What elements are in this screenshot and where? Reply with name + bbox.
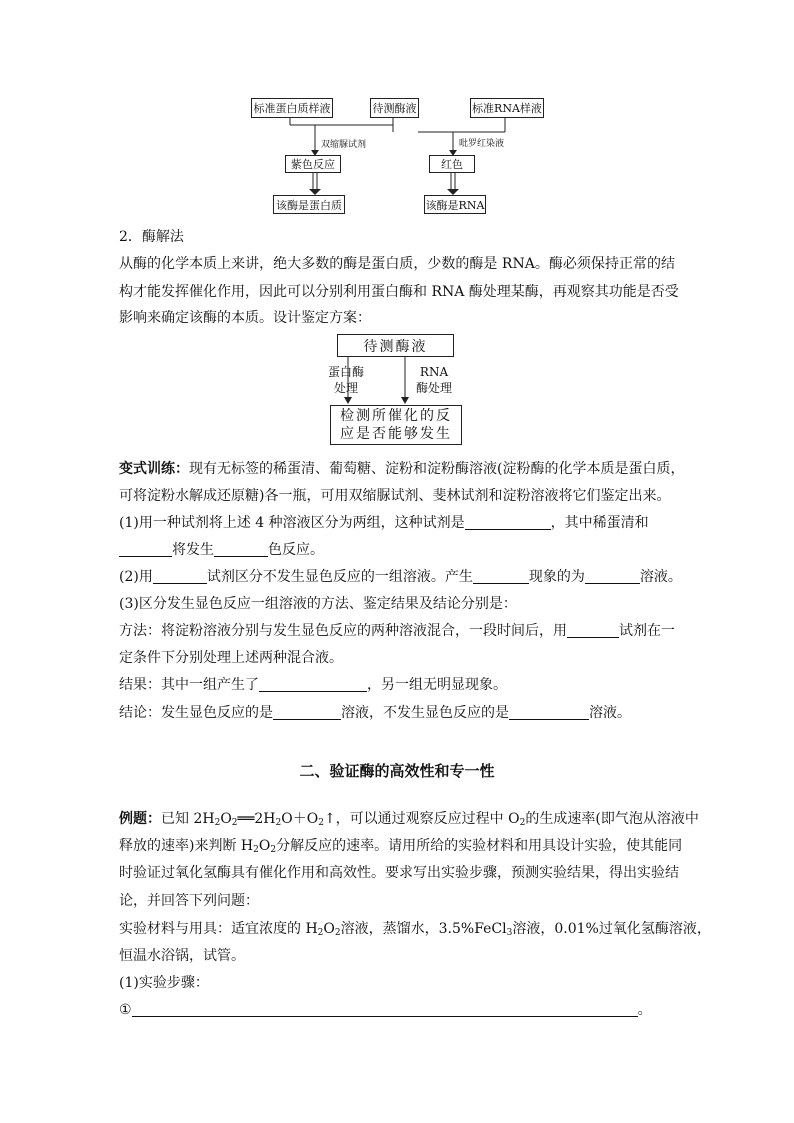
exercise-line bbox=[119, 458, 685, 478]
protease-label-1: 蛋白酶 bbox=[328, 365, 365, 379]
step-1-line bbox=[119, 999, 652, 1019]
example-text: O bbox=[258, 838, 271, 854]
protease-label bbox=[328, 364, 364, 396]
example-text: O bbox=[220, 811, 232, 827]
result-text: ，另一组无明显现象。 bbox=[367, 677, 507, 693]
paragraph-line: 从酶的化学本质上来讲，绝大多数的酶是蛋白质，少数的酶是 RNA。酶必须保持正常的结 bbox=[119, 256, 675, 272]
q2-text: 试剂区分不发生显色反应的一组溶液。产生 bbox=[206, 569, 473, 585]
pyronin-label: 吡罗红染液 bbox=[459, 139, 505, 149]
q1-text: 将发生 bbox=[172, 542, 214, 558]
result-line bbox=[119, 674, 507, 694]
subscript: 2 bbox=[270, 845, 277, 855]
paragraph-line: 构才能发挥催化作用，因此可以分别利用蛋白酶和 RNA 酶处理某酶，再观察其功能是否受 bbox=[119, 284, 679, 300]
rnase-label-2: 酶处理 bbox=[416, 381, 453, 395]
biuret-label: 双缩脲试剂 bbox=[321, 140, 367, 150]
materials-text: 溶液，蒸馏水，3.5%FeCl bbox=[340, 921, 507, 937]
detect-reaction-box bbox=[330, 405, 462, 445]
example-line bbox=[119, 808, 699, 828]
is-rna-box: 该酶是RNA bbox=[424, 195, 486, 214]
diagram2-arrows bbox=[0, 0, 794, 460]
protease-label-2: 处理 bbox=[334, 381, 359, 395]
subscript: 2 bbox=[318, 818, 324, 828]
q2-text: (2)用 bbox=[119, 569, 153, 585]
answer-blank[interactable] bbox=[567, 623, 619, 638]
example-label: 例题： bbox=[119, 811, 161, 827]
q1-text: 色反应。 bbox=[268, 542, 324, 558]
example-text: 释放的速率)来判断 H bbox=[119, 838, 254, 854]
answer-blank[interactable] bbox=[132, 1002, 638, 1017]
subscript: 2 bbox=[334, 928, 341, 938]
example-text: ↑，可以通过观察反应过程中 O bbox=[323, 811, 520, 827]
q1-text: ，其中稀蛋清和 bbox=[550, 515, 649, 531]
subscript: 2 bbox=[275, 818, 282, 828]
example-text: 已知 2H bbox=[161, 811, 215, 827]
q1-text: (1)用一种试剂将上述 4 种溶液区分为两组，这种试剂是 bbox=[119, 515, 465, 531]
example-line bbox=[119, 835, 682, 855]
answer-blank[interactable] bbox=[153, 569, 207, 584]
question-3-line: (3)区分发生显色反应一组溶液的方法、鉴定结果及结论分别是： bbox=[119, 596, 517, 612]
question-1-line bbox=[119, 512, 649, 532]
test-enzyme-box: 待测酶液 bbox=[370, 98, 419, 118]
paragraph-line: 影响来确定该酶的本质。设计鉴定方案： bbox=[119, 310, 371, 326]
subscript: 2 bbox=[253, 845, 259, 855]
example-text: 的生成速率(即气泡从溶液中 bbox=[525, 811, 699, 827]
conclusion-text: 溶液，不发生显色反应的是 bbox=[341, 705, 509, 721]
materials-text: 实验材料与用具：适宜浓度的 H bbox=[119, 921, 318, 937]
q2-text: 溶液。 bbox=[639, 569, 682, 585]
answer-blank[interactable] bbox=[119, 542, 172, 557]
exercise-label: 变式训练： bbox=[119, 461, 189, 477]
answer-blank[interactable] bbox=[214, 542, 268, 557]
detect-line-2: 应是否能够发生 bbox=[340, 426, 452, 442]
step-end: 。 bbox=[637, 1002, 652, 1018]
question-2-line bbox=[119, 566, 682, 586]
rnase-label bbox=[416, 364, 452, 396]
materials-text: O bbox=[323, 921, 335, 937]
subscript: 2 bbox=[231, 818, 238, 828]
method-line bbox=[119, 620, 675, 640]
q2-text: 现象的为 bbox=[528, 569, 585, 585]
subscript: 2 bbox=[214, 818, 221, 828]
section-heading: 2．酶解法 bbox=[119, 229, 184, 245]
method-line: 定条件下分别处理上述两种混合液。 bbox=[119, 650, 343, 666]
conclusion-text: 结论：发生显色反应的是 bbox=[119, 705, 273, 721]
answer-blank[interactable] bbox=[259, 677, 367, 692]
test-enzyme-box-2: 待测酶液 bbox=[337, 334, 454, 357]
result-text: 结果：其中一组产生了 bbox=[119, 677, 259, 693]
subscript: 3 bbox=[506, 928, 513, 938]
is-protein-box: 该酶是蛋白质 bbox=[273, 195, 345, 214]
example-text: ══2H bbox=[237, 811, 276, 827]
detect-line-1: 检测所催化的反 bbox=[340, 408, 452, 424]
conclusion-text: 溶液。 bbox=[589, 705, 631, 721]
steps-heading: (1)实验步骤： bbox=[119, 975, 209, 991]
materials-text: 溶液，0.01%过氧化氢酶溶液， bbox=[512, 921, 711, 937]
rna-standard-box: 标准RNA样液 bbox=[470, 98, 544, 118]
answer-blank[interactable] bbox=[465, 515, 551, 530]
section-title: 二、验证酶的高效性和专一性 bbox=[299, 762, 495, 780]
exercise-text: 现有无标签的稀蛋清、葡萄糖、淀粉和淀粉酶溶液(淀粉酶的化学本质是蛋白质， bbox=[189, 461, 685, 477]
answer-blank[interactable] bbox=[273, 705, 341, 720]
example-text: 分解反应的速率。请用所给的实验材料和用具设计实验，使其能同 bbox=[276, 838, 683, 854]
materials-line bbox=[119, 918, 711, 938]
exercise-line: 可将淀粉水解成还原糖)各一瓶，可用双缩脲试剂、斐林试剂和淀粉溶液将它们鉴定出来。 bbox=[119, 488, 671, 504]
materials-line: 恒温水浴锅，试管。 bbox=[119, 948, 245, 964]
example-line: 论，并回答下列问题： bbox=[119, 893, 259, 909]
method-text: 方法：将淀粉溶液分别与发生显色反应的两种溶液混合，一段时间后，用 bbox=[119, 623, 567, 639]
answer-blank[interactable] bbox=[585, 569, 640, 584]
answer-blank[interactable] bbox=[509, 705, 589, 720]
subscript: 2 bbox=[317, 928, 324, 938]
rnase-label-1: RNA bbox=[419, 365, 449, 379]
example-line: 时验证过氧化氢酶具有催化作用和高效性。要求写出实验步骤，预测实验结果，得出实验结 bbox=[119, 865, 679, 881]
answer-blank[interactable] bbox=[473, 569, 529, 584]
example-text: O＋O bbox=[281, 811, 319, 827]
conclusion-line bbox=[119, 702, 631, 722]
subscript: 2 bbox=[519, 818, 526, 828]
red-box: 红色 bbox=[429, 155, 475, 173]
purple-reaction-box: 紫色反应 bbox=[285, 155, 341, 173]
protein-standard-box: 标准蛋白质样液 bbox=[251, 98, 333, 118]
question-1-line bbox=[119, 539, 324, 559]
step-number: ① bbox=[119, 1002, 132, 1018]
method-text: 试剂在一 bbox=[619, 623, 675, 639]
